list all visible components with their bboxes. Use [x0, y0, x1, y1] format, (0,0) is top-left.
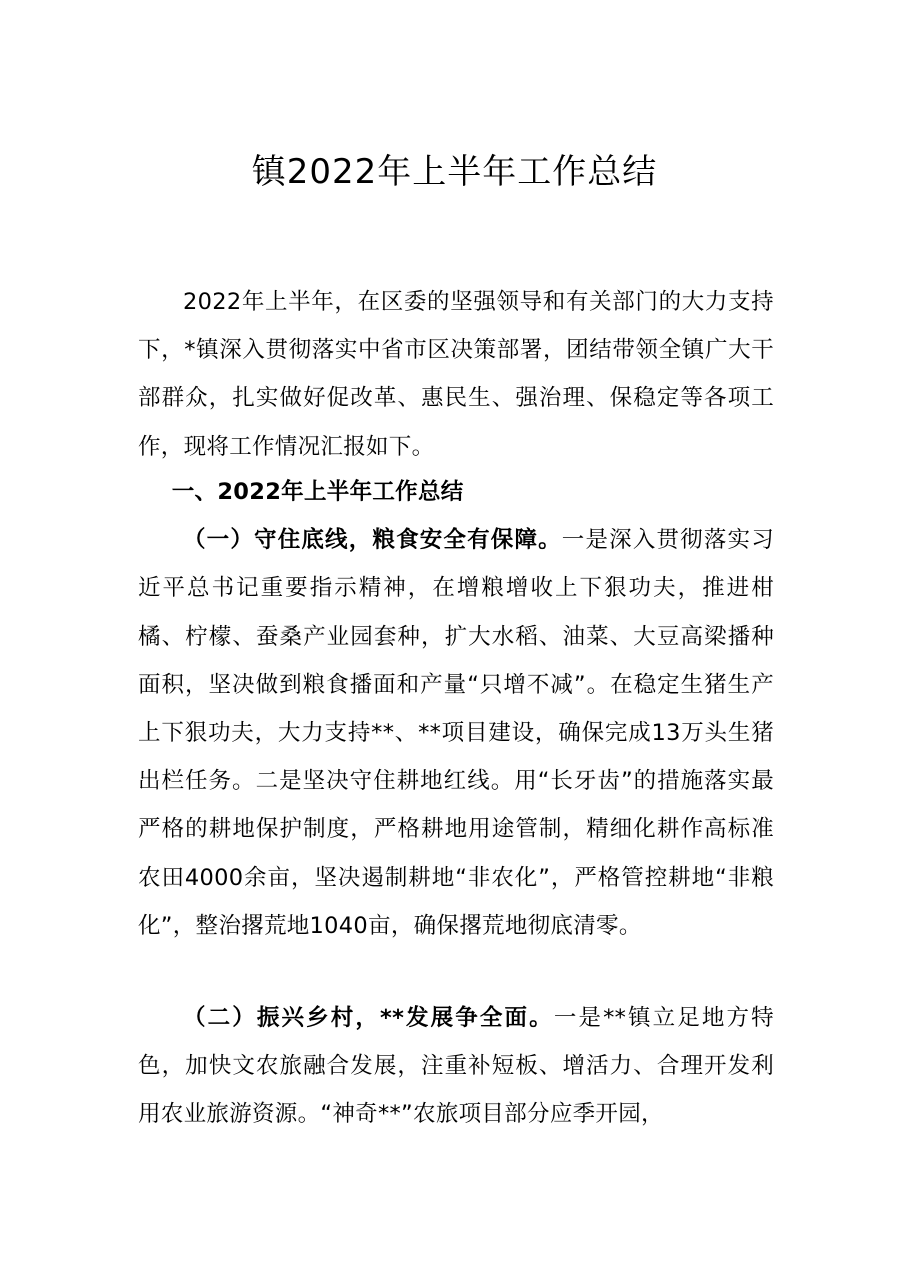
subsection-1-paragraph — [138, 516, 774, 950]
subsection-2-block — [138, 994, 774, 1139]
subsection-2-paragraph — [138, 994, 774, 1139]
subsection-2-heading: （二）振兴乡村，**发展争全面。 — [183, 1005, 554, 1031]
subsection-1-text: 一是深入贯彻落实习近平总书记重要指示精神，在增粮增收上下狠功夫，推进柑橘、柠檬、蚕桑产业园套种，扩大水稻、油菜、大豆高梁播种面积，坚决做到粮食播面和产量“只增不减”。在稳定生猪生产上下狠功夫，大力支持**、**项目建设，确保完成13万头生猪出栏任务。二是坚决守住耕地红线。用“长牙齿”的措施落实最严格的耕地保护制度，严格耕地用途管制，精细化耕作高标准农田4000余亩，坚决遏制耕地“非农化”，严格管控耕地“非粮化”，整治撂荒地1040亩，确保撂荒地彻底清零。 — [138, 527, 774, 939]
intro-block — [138, 278, 774, 471]
subsection-2-text: 一是**镇立足地方特色，加快文农旅融合发展，注重补短板、增活力、合理开发利用农业旅游资源。“神奇**”农旅项目部分应季开园， — [138, 1005, 774, 1128]
section-1-block — [138, 468, 774, 950]
subsection-1-heading: （一）守住底线，粮食安全有保障。 — [183, 527, 562, 554]
section-1-heading: 一、2022年上半年工作总结 — [171, 479, 464, 505]
document-title: 镇2022年上半年工作总结 — [251, 152, 658, 192]
intro-paragraph: 2022年上半年，在区委的坚强领导和有关部门的大力支持下，*镇深入贯彻落实中省市区决策部署，团结带领全镇广大干部群众，扎实做好促改革、惠民生、强治理、保稳定等各项工作，现将工作情况汇报如下。 — [138, 289, 774, 460]
